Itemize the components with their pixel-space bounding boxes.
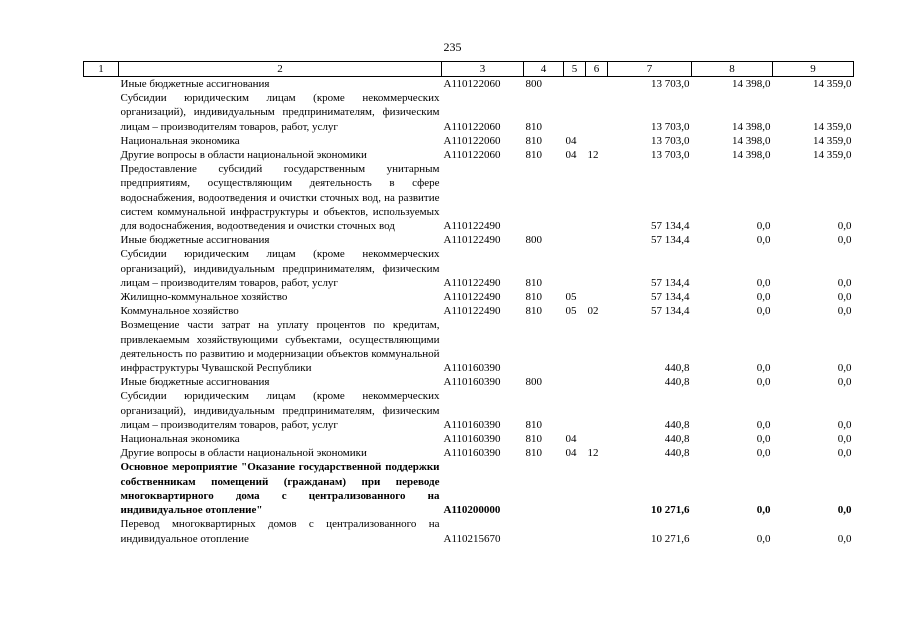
amount-value: 440,8 xyxy=(664,362,690,375)
cell-subsection xyxy=(586,517,608,545)
cell-section: 04 xyxy=(565,433,577,446)
cell-amount-col8: 14 398,0 xyxy=(732,134,771,147)
cell-expense-type xyxy=(524,460,564,517)
cell-amount-col9: 0,0 xyxy=(837,276,852,289)
cell-name: Иные бюджетные ассигнования xyxy=(120,376,270,389)
cell-expense-type: 810 xyxy=(525,120,542,133)
cell-amount-col8: 0,0 xyxy=(756,433,771,446)
cell-name: Субсидии юридическим лицам (кроме некоммерческих организаций), индивидуальным предпринимателям, физическим лицам – производителям товаров, работ, услуг xyxy=(120,248,440,289)
cell-subsection xyxy=(586,389,608,432)
cell-expense-type: 810 xyxy=(525,305,542,318)
table-row xyxy=(84,247,854,290)
cell-amount-col7 xyxy=(608,318,692,375)
cell-section xyxy=(564,162,586,233)
cell-name: Основное мероприятие "Оказание государственной поддержки собственникам помещений (гражданам) при переводе многоквартирного дома с централизованного на индивидуальное отопление" xyxy=(120,461,440,517)
table-row xyxy=(84,134,854,148)
cell-amount-col7 xyxy=(608,91,692,134)
cell-target-code: А110122490 xyxy=(443,291,501,304)
cell-target-code: А110160390 xyxy=(443,376,501,389)
cell-number xyxy=(84,290,119,304)
cell-expense-type: 800 xyxy=(525,234,542,247)
cell-amount-col8: 0,0 xyxy=(756,234,771,247)
cell-amount-col9: 0,0 xyxy=(837,291,852,304)
cell-subsection xyxy=(586,432,608,446)
cell-section xyxy=(564,77,586,92)
cell-name: Иные бюджетные ассигнования xyxy=(120,234,270,247)
cell-target-code: А110122490 xyxy=(443,305,501,318)
cell-amount-col9: 0,0 xyxy=(837,234,852,247)
cell-amount-col8: 0,0 xyxy=(756,305,771,318)
cell-name: Перевод многоквартирных домов с централизованного на индивидуальное отопление xyxy=(120,518,440,545)
table-row xyxy=(84,517,854,545)
cell-section xyxy=(564,460,586,517)
cell-section xyxy=(564,517,586,545)
table-row xyxy=(84,432,854,446)
cell-amount-col9: 0,0 xyxy=(837,362,852,375)
cell-amount-col8: 0,0 xyxy=(756,362,771,375)
cell-target-code: А110160390 xyxy=(443,433,501,446)
table-row xyxy=(84,389,854,432)
cell-amount-col9: 14 359,0 xyxy=(813,78,852,90)
cell-number xyxy=(84,432,119,446)
cell-amount-col7 xyxy=(608,134,692,148)
cell-amount-col7 xyxy=(608,233,692,247)
cell-name: Предоставление субсидий государственным унитарным предприятиям, осуществляющим деятельность в сфере водоснабжения, водоотведения и очистки сточных вод, на развитие систем коммунальной инфраструктуры и объектов, используемых для водоснабжения, водоотведения и очистки сточных вод xyxy=(120,163,440,233)
cell-subsection xyxy=(586,247,608,290)
table-row xyxy=(84,233,854,247)
amount-value: 57 134,4 xyxy=(651,291,690,304)
cell-name: Национальная экономика xyxy=(120,134,240,147)
cell-number xyxy=(84,162,119,233)
table-row xyxy=(84,318,854,375)
amount-value: 57 134,4 xyxy=(651,234,690,247)
cell-amount-col7 xyxy=(608,517,692,545)
table-row xyxy=(84,148,854,162)
amount-value: 440,8 xyxy=(664,447,690,460)
cell-amount-col8: 0,0 xyxy=(756,291,771,304)
cell-target-code: А110160390 xyxy=(443,418,501,431)
cell-number xyxy=(84,318,119,375)
column-header: 9 xyxy=(773,62,854,77)
cell-amount-col7 xyxy=(608,304,692,318)
cell-amount-col7 xyxy=(608,247,692,290)
amount-value: 440,8 xyxy=(664,433,690,446)
cell-amount-col7 xyxy=(608,389,692,432)
cell-subsection xyxy=(586,233,608,247)
cell-target-code: А110160390 xyxy=(443,447,501,460)
cell-amount-col7 xyxy=(608,375,692,389)
cell-target-code: А110200000 xyxy=(443,504,501,517)
cell-name: Коммунальное хозяйство xyxy=(120,305,239,318)
cell-amount-col7 xyxy=(608,148,692,162)
column-header: 1 xyxy=(84,62,119,77)
cell-target-code: А110215670 xyxy=(443,532,501,545)
column-header: 3 xyxy=(442,62,524,77)
cell-amount-col8: 0,0 xyxy=(756,418,771,431)
table-row xyxy=(84,162,854,233)
cell-number xyxy=(84,389,119,432)
cell-amount-col8: 0,0 xyxy=(756,447,771,460)
cell-amount-col8: 0,0 xyxy=(756,376,771,389)
cell-amount-col8: 0,0 xyxy=(756,504,771,517)
amount-value: 440,8 xyxy=(664,418,690,431)
cell-expense-type: 810 xyxy=(525,134,542,147)
cell-amount-col8: 14 398,0 xyxy=(732,149,771,162)
cell-expense-type: 810 xyxy=(525,447,542,460)
cell-number xyxy=(84,233,119,247)
cell-subsection: 12 xyxy=(587,447,599,460)
cell-expense-type: 810 xyxy=(525,433,542,446)
cell-target-code: А110122060 xyxy=(443,120,501,133)
cell-subsection xyxy=(586,290,608,304)
budget-table xyxy=(83,61,854,546)
cell-expense-type: 810 xyxy=(525,149,542,162)
cell-section: 05 xyxy=(565,305,577,318)
cell-section xyxy=(564,233,586,247)
column-header: 5 xyxy=(564,62,586,77)
table-row xyxy=(84,304,854,318)
cell-subsection xyxy=(586,134,608,148)
cell-amount-col9: 0,0 xyxy=(837,376,852,389)
cell-amount-col7 xyxy=(608,162,692,233)
cell-subsection: 02 xyxy=(587,305,599,318)
amount-value: 57 134,4 xyxy=(651,305,690,318)
cell-amount-col7 xyxy=(608,77,692,92)
table-row xyxy=(84,446,854,460)
cell-amount-col8: 14 398,0 xyxy=(732,78,771,90)
cell-expense-type: 800 xyxy=(525,78,542,90)
cell-section: 04 xyxy=(565,447,577,460)
table-row xyxy=(84,375,854,389)
cell-expense-type xyxy=(524,162,564,233)
cell-name: Национальная экономика xyxy=(120,433,240,446)
cell-amount-col9: 0,0 xyxy=(837,220,852,233)
table-body xyxy=(84,77,854,546)
cell-expense-type: 810 xyxy=(525,418,542,431)
cell-amount-col8: 14 398,0 xyxy=(732,120,771,133)
cell-number xyxy=(84,304,119,318)
amount-value: 440,8 xyxy=(664,376,690,389)
cell-number xyxy=(84,247,119,290)
cell-section: 04 xyxy=(565,134,577,147)
cell-amount-col8: 0,0 xyxy=(756,220,771,233)
cell-amount-col9: 0,0 xyxy=(837,305,852,318)
cell-name: Возмещение части затрат на уплату процентов по кредитам, привлекаемым хозяйствующими субъектами, осуществляющими деятельность по развитию и модернизации объектов коммунальной инфраструктуры Чувашской Республики xyxy=(120,319,440,375)
cell-amount-col9: 0,0 xyxy=(837,418,852,431)
column-header: 6 xyxy=(586,62,608,77)
page-number: 235 xyxy=(443,40,462,54)
amount-value: 13 703,0 xyxy=(651,78,690,90)
cell-amount-col9: 14 359,0 xyxy=(813,120,852,133)
amount-value: 13 703,0 xyxy=(651,149,690,162)
cell-number xyxy=(84,91,119,134)
cell-number xyxy=(84,134,119,148)
cell-amount-col8: 0,0 xyxy=(756,276,771,289)
amount-value: 57 134,4 xyxy=(651,220,690,233)
column-header: 4 xyxy=(524,62,564,77)
cell-target-code: А110122490 xyxy=(443,276,501,289)
cell-section xyxy=(564,91,586,134)
cell-amount-col7 xyxy=(608,446,692,460)
cell-expense-type: 800 xyxy=(525,376,542,389)
cell-expense-type xyxy=(524,517,564,545)
cell-target-code: А110122490 xyxy=(443,220,501,233)
cell-number xyxy=(84,446,119,460)
cell-amount-col9: 14 359,0 xyxy=(813,149,852,162)
cell-section xyxy=(564,389,586,432)
cell-number xyxy=(84,375,119,389)
amount-value: 13 703,0 xyxy=(651,120,690,133)
cell-target-code: А110160390 xyxy=(443,362,501,375)
table-row xyxy=(84,77,854,92)
cell-target-code: А110122060 xyxy=(443,149,501,162)
cell-target-code: А110122060 xyxy=(443,78,501,90)
cell-name: Другие вопросы в области национальной экономики xyxy=(120,447,367,460)
cell-section xyxy=(564,375,586,389)
column-header: 8 xyxy=(692,62,773,77)
amount-value: 10 271,6 xyxy=(651,504,690,517)
amount-value: 13 703,0 xyxy=(651,134,690,147)
cell-name: Субсидии юридическим лицам (кроме некоммерческих организаций), индивидуальным предпринимателям, физическим лицам – производителям товаров, работ, услуг xyxy=(120,92,440,133)
cell-expense-type: 810 xyxy=(525,291,542,304)
cell-subsection xyxy=(586,91,608,134)
amount-value: 57 134,4 xyxy=(651,276,690,289)
table-row xyxy=(84,91,854,134)
cell-number xyxy=(84,77,119,92)
cell-amount-col9: 14 359,0 xyxy=(813,134,852,147)
cell-expense-type xyxy=(524,318,564,375)
cell-amount-col9: 0,0 xyxy=(837,532,852,545)
cell-amount-col7 xyxy=(608,460,692,517)
column-header: 2 xyxy=(119,62,442,77)
cell-section: 04 xyxy=(565,149,577,162)
cell-number xyxy=(84,460,119,517)
table-row xyxy=(84,460,854,517)
cell-section: 05 xyxy=(565,291,577,304)
cell-subsection xyxy=(586,375,608,389)
cell-number xyxy=(84,148,119,162)
cell-amount-col7 xyxy=(608,290,692,304)
cell-subsection xyxy=(586,77,608,92)
cell-subsection: 12 xyxy=(587,149,599,162)
cell-subsection xyxy=(586,162,608,233)
cell-target-code: А110122490 xyxy=(443,234,501,247)
cell-amount-col9: 0,0 xyxy=(837,433,852,446)
cell-expense-type: 810 xyxy=(525,276,542,289)
table-row xyxy=(84,290,854,304)
cell-name: Жилищно-коммунальное хозяйство xyxy=(120,291,288,304)
cell-amount-col8: 0,0 xyxy=(756,532,771,545)
column-header: 7 xyxy=(608,62,692,77)
cell-section xyxy=(564,318,586,375)
cell-name: Другие вопросы в области национальной экономики xyxy=(120,149,367,162)
cell-subsection xyxy=(586,460,608,517)
header-row xyxy=(84,62,854,77)
cell-amount-col9: 0,0 xyxy=(837,447,852,460)
amount-value: 10 271,6 xyxy=(651,532,690,545)
cell-subsection xyxy=(586,318,608,375)
cell-name: Субсидии юридическим лицам (кроме некоммерческих организаций), индивидуальным предпринимателям, физическим лицам – производителям товаров, работ, услуг xyxy=(120,390,440,431)
cell-section xyxy=(564,247,586,290)
cell-target-code: А110122060 xyxy=(443,134,501,147)
cell-number xyxy=(84,517,119,545)
cell-name: Иные бюджетные ассигнования xyxy=(120,78,270,90)
cell-amount-col7 xyxy=(608,432,692,446)
cell-amount-col9: 0,0 xyxy=(837,504,852,517)
